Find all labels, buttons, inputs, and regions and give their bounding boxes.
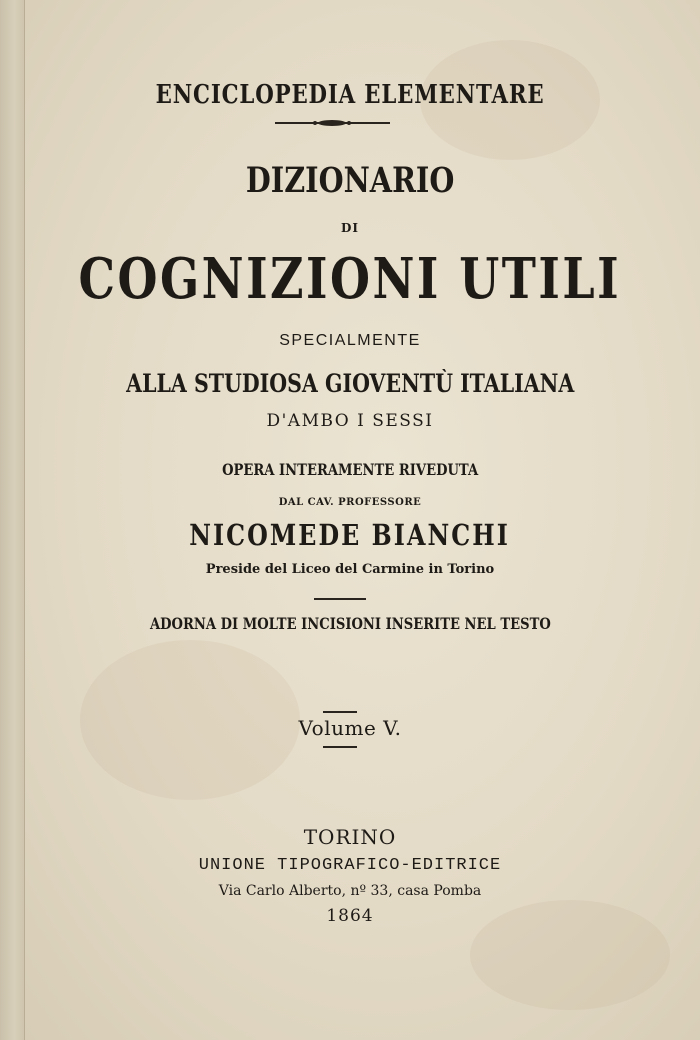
by-line: DAL CAV. PROFESSORE	[278, 497, 422, 508]
volume-label: Volume V.	[298, 716, 402, 740]
title-connector: DI	[340, 221, 360, 235]
main-title-line2	[0, 246, 700, 312]
author-name	[0, 518, 700, 552]
volume-rule-top	[323, 711, 357, 713]
sexes-line: D'AMBO I SESSI	[266, 411, 434, 431]
ornamental-rule	[275, 118, 390, 128]
author-role: Preside del Liceo del Carmine in Torino	[205, 562, 495, 577]
main-title-line2-text: COGNIZIONI UTILI	[78, 246, 622, 312]
specification-text: SPECIALMENTE	[279, 332, 421, 349]
author-name-text: NICOMEDE BIANCHI	[189, 518, 511, 552]
series-title	[0, 80, 700, 110]
audience-line-text: ALLA STUDIOSA GIOVENTÙ ITALIANA	[125, 369, 575, 398]
illustrations-note	[0, 614, 700, 633]
imprint-publisher: UNIONE TIPOGRAFICO-EDITRICE	[198, 856, 502, 875]
imprint-city: TORINO	[303, 825, 397, 849]
series-title-text: ENCICLOPEDIA ELEMENTARE	[155, 80, 545, 110]
imprint-year: 1864	[326, 906, 374, 926]
main-title-line1-text: DIZIONARIO	[245, 160, 455, 201]
short-divider	[314, 598, 366, 600]
volume-rule-bottom	[323, 746, 357, 748]
audience-line	[0, 369, 700, 398]
imprint-address: Via Carlo Alberto, nº 33, casa Pomba	[218, 883, 482, 899]
revised-edition-line	[0, 460, 700, 479]
revised-edition-text: OPERA INTERAMENTE RIVEDUTA	[221, 460, 479, 479]
main-title-line1	[0, 160, 700, 201]
illustrations-note-text: ADORNA DI MOLTE INCISIONI INSERITE NEL TESTO	[149, 614, 551, 633]
